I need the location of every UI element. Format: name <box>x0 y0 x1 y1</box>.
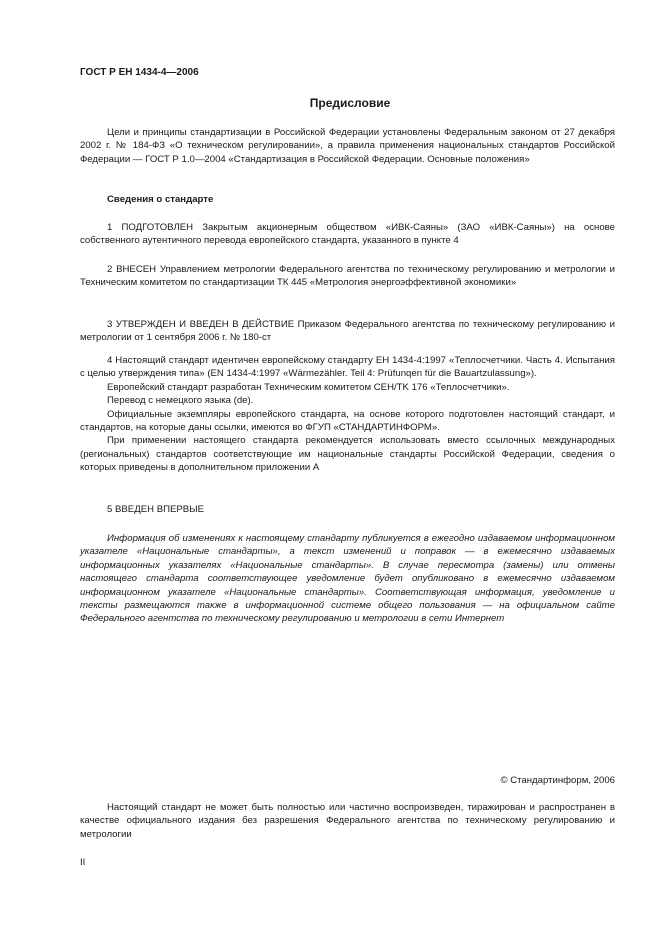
item-4-usage: При применении настоящего стандарта рекомендуется использовать вместо ссылочных международных (региональных) стандартов соответствующие им национальные стандарты Российской Федерации, сведения о которых приведены в дополнительном приложении А <box>80 435 615 474</box>
notice-block <box>80 532 615 626</box>
section-heading-block <box>80 193 615 206</box>
reproduction-block <box>80 801 615 841</box>
item-4-block <box>80 354 615 475</box>
item-2: 2 ВНЕСЕН Управлением метрологии Федерального агентства по техническому регулированию и метрологии и Техническим комитетом по стандартизации ТК 445 «Метрология энергоэффективной экономики» <box>80 264 615 289</box>
reproduction-notice: Настоящий стандарт не может быть полностью или частично воспроизведен, тиражирован и распространен в качестве официального издания без разрешения Федерального агентства по техническому регулированию и метрологии <box>80 802 615 840</box>
item-2-block <box>80 263 615 290</box>
item-4-copies: Официальные экземпляры европейского стандарта, на основе которого подготовлен настоящий стандарт, и стандартов, на которые даны ссылки, имеются во ФГУП «СТАНДАРТИНФОРМ». <box>80 408 615 434</box>
intro-block <box>80 126 615 166</box>
page-title: Предисловие <box>309 96 391 110</box>
item-5: 5 ВВЕДЕН ВПЕРВЫЕ <box>107 504 205 515</box>
notice-paragraph: Информация об изменениях к настоящему стандарту публикуется в ежегодно издаваемом информационном указателе «Национальные стандарты», а текст изменений и поправок — в ежемесячно издаваемых информационных указателях «Национальные стандарты». В случае пересмотра (замены) или отмены настоящего стандарта соответствующее уведомление будет опубликовано в ежемесячно издаваемом информационном указателе «Национальные стандарты». Соответствующая информация, уведомление и тексты размещаются также в информационной системе общего пользования — на официальном сайте Федерального агентства по техническому регулированию и метрологии в сети Интернет <box>80 533 615 625</box>
page-number: II <box>80 857 86 868</box>
item-5-block <box>80 503 615 516</box>
item-4-translation: Перевод с немецкого языка (de). <box>107 395 254 407</box>
item-4-cen: Европейский стандарт разработан Техническим комитетом CEH/TK 176 «Теплосчетчики». <box>107 381 510 393</box>
item-4: 4 Настоящий стандарт идентичен европейскому стандарту ЕН 1434-4:1997 «Теплосчетчики. Часть 4. Испытания с целью утверждения типа» (EN 1434-4:1997 «Wärmezähler. Teil 4: Prüfunqen für die Bauartzulassung»). <box>80 355 615 380</box>
item-1: 1 ПОДГОТОВЛЕН Закрытым акционерным обществом «ИВК-Саяны» (ЗАО «ИВК-Саяны») на основе собственного аутентичного перевода европейского стандарта, указанного в пункте 4 <box>80 222 615 247</box>
item-1-block <box>80 221 615 248</box>
intro-paragraph: Цели и принципы стандартизации в Российской Федерации установлены Федеральным законом от 27 декабря 2002 г. № 184-ФЗ «О техническом регулировании», а правила применения национальных стандартов Российской Федерации — ГОСТ Р 1.0—2004 «Стандартизация в Российской Федерации. Основные положения» <box>80 127 615 165</box>
copyright-line: © Стандартинформ, 2006 <box>500 775 615 786</box>
item-3-block <box>80 318 615 345</box>
section-heading: Сведения о стандарте <box>107 194 214 205</box>
standard-code-header: ГОСТ Р ЕН 1434-4—2006 <box>80 67 199 78</box>
item-3: 3 УТВЕРЖДЕН И ВВЕДЕН В ДЕЙСТВИЕ Приказом Федерального агентства по техническому регулированию и метрологии от 1 сентября 2006 г. № 180-ст <box>80 319 615 344</box>
